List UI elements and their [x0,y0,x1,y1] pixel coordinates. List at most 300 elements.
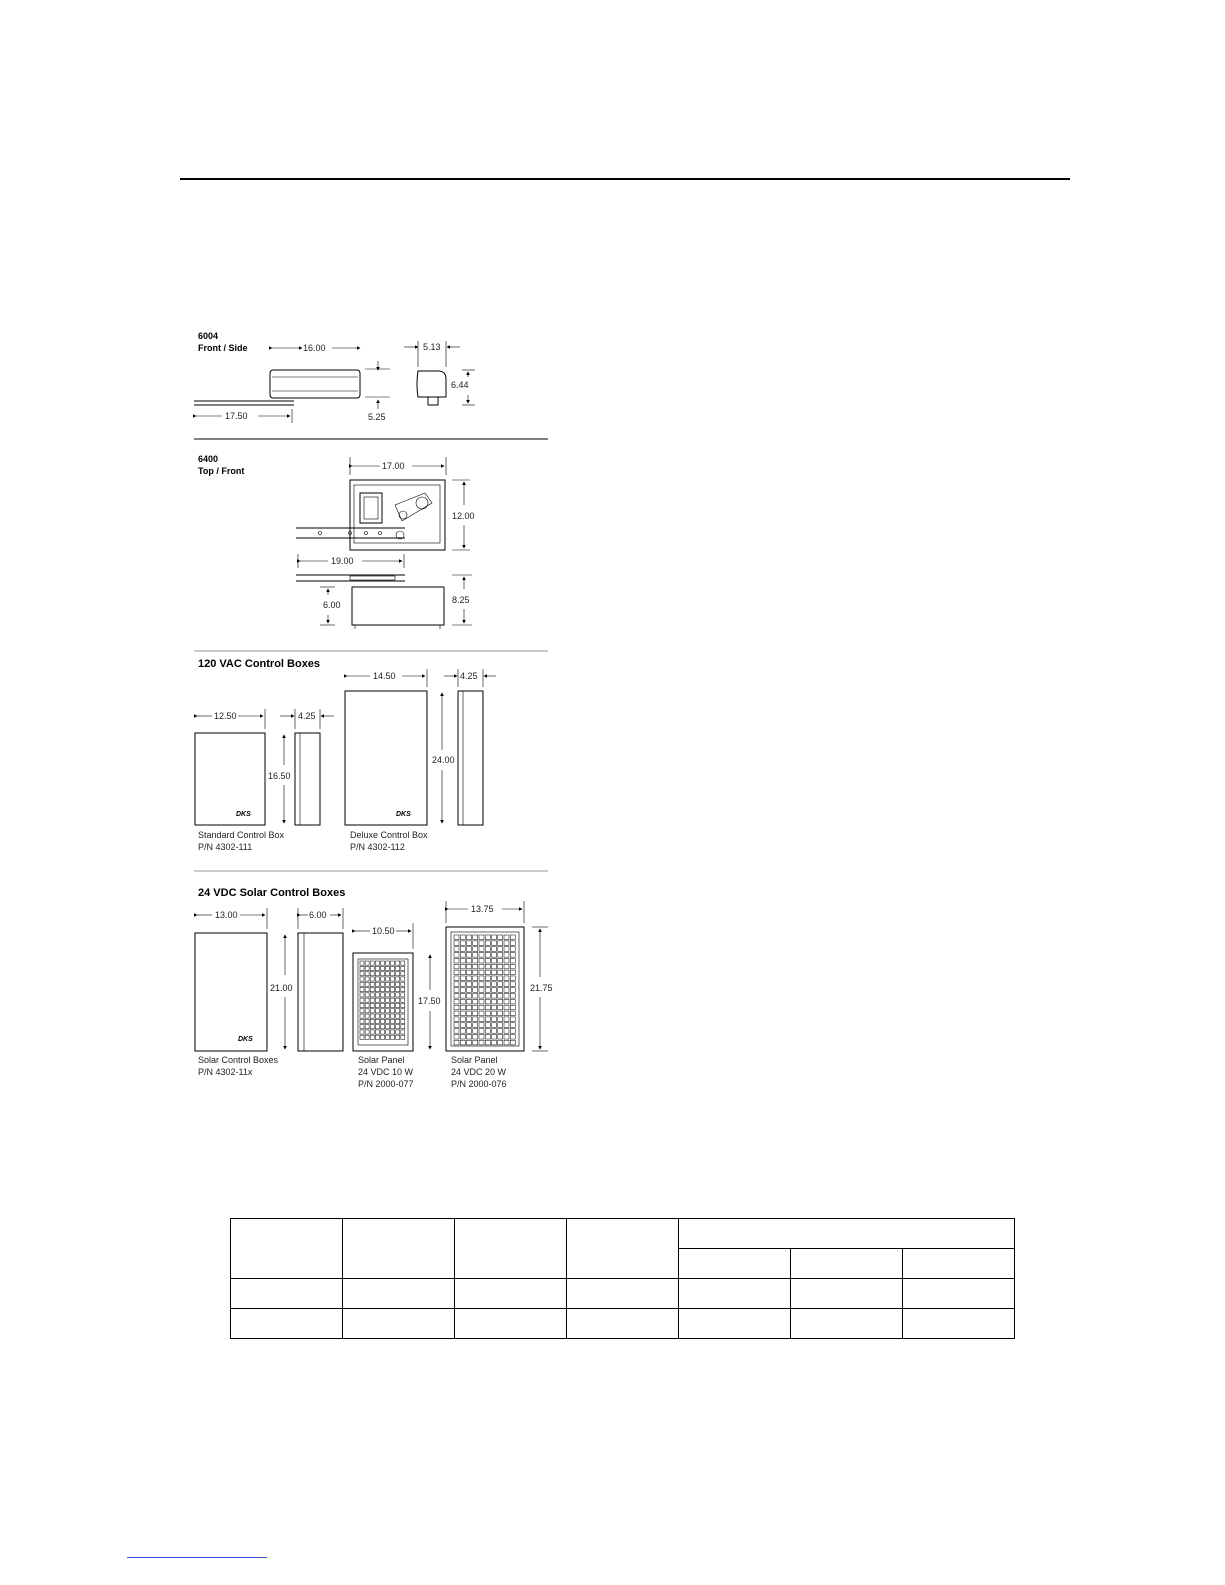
solar-cell [467,1011,472,1016]
dim-dlx-height: 24.00 [432,755,455,765]
panel1-caption-1: Solar Panel [358,1055,405,1065]
solar-cell [370,1035,374,1039]
solar-cell [365,1009,369,1013]
solar-cell [467,935,472,940]
solar-cell [485,1040,490,1045]
solar-cell [365,1030,369,1034]
dimension-drawings [190,325,560,1105]
solar-cell [467,953,472,958]
solar-cell [386,961,390,965]
solar-cell [380,1019,384,1023]
std-caption-1: Standard Control Box [198,830,285,840]
solar-cell [479,1017,484,1022]
solar-cell [479,935,484,940]
dim-solar-box-depth: 6.00 [309,910,327,920]
solar-cell [401,993,405,997]
solar-cell [386,988,390,992]
solar-cell [360,977,364,981]
dim-6400-width: 17.00 [382,461,405,471]
solar-cell [391,977,395,981]
solar-cell [454,1017,459,1022]
solar-cell [485,976,490,981]
solar-cell [391,982,395,986]
table-cell [455,1219,567,1279]
solar-cell [504,941,509,946]
solar-cell [460,976,465,981]
table-cell [455,1309,567,1339]
solar-cell [504,947,509,952]
solar-cell [454,994,459,999]
dks-logo: DKS [238,1036,253,1043]
solar-cell [391,972,395,976]
solar-cell [370,1019,374,1023]
solar-cell [454,976,459,981]
solar-cell [479,1040,484,1045]
solar-cell [504,988,509,993]
solar-cell [370,993,374,997]
solar-cell [467,1029,472,1034]
solar-cell [467,988,472,993]
table-cell [903,1249,1015,1279]
solar-cell [479,947,484,952]
solar-cell [473,1005,478,1010]
solar-cell [370,1009,374,1013]
solar-cell [485,1023,490,1028]
solar-cell [360,1035,364,1039]
solar-cell [504,958,509,963]
solar-cell [492,1034,497,1039]
solar-cell [396,982,400,986]
spec-table [230,1218,1015,1339]
solar-cell [473,1011,478,1016]
solar-cell [454,964,459,969]
solar-cell [375,1019,379,1023]
solar-cell [492,1011,497,1016]
solar-cell [375,1003,379,1007]
solar-cell [510,1040,515,1045]
solar-cell [485,1011,490,1016]
solar-cell [498,935,503,940]
solar-cell [492,1005,497,1010]
dim-6400-low: 6.00 [323,600,341,610]
solar-cell [498,988,503,993]
solar-cell [460,1017,465,1022]
solar-cell [498,941,503,946]
solar-cell [498,1005,503,1010]
dim-dlx-width: 14.50 [373,671,396,681]
solar-cell [498,1034,503,1039]
solar-cell [386,1030,390,1034]
standard-control-box-front [195,733,265,825]
deluxe-control-box-front [345,691,427,825]
dim-panel1-width: 10.50 [372,926,395,936]
solar-cell [370,966,374,970]
solar-cell [365,1035,369,1039]
solar-cell [510,1034,515,1039]
panel2-caption-2: 24 VDC 20 W [451,1067,507,1077]
solar-cell [479,982,484,987]
solar-cell [380,977,384,981]
solar-cell [467,982,472,987]
solar-cell [467,1023,472,1028]
solar-cell [401,1003,405,1007]
solar-cell [460,947,465,952]
solar-cell [460,1040,465,1045]
solar-cell [375,993,379,997]
solar-cell [386,1009,390,1013]
solar-cell [479,1034,484,1039]
panel2-caption-3: P/N 2000-076 [451,1079,507,1089]
table-cell [791,1249,903,1279]
table-cell [567,1309,679,1339]
solar-cell [460,964,465,969]
solar-cell [479,941,484,946]
solar-cell [401,972,405,976]
solar-cell [370,1003,374,1007]
solar-cell [467,958,472,963]
solar-cell [454,1040,459,1045]
solar-cell [467,999,472,1004]
model-6004-label: 6004 [198,331,219,341]
solar-cell [370,961,374,965]
dim-6004-height: 5.25 [368,412,386,422]
solar-cell [504,1040,509,1045]
table-cell [903,1279,1015,1309]
table-cell [231,1309,343,1339]
solar-cell [473,953,478,958]
solar-cell [460,935,465,940]
solar-cell [467,994,472,999]
solar-cell [460,994,465,999]
solar-panel-10w [353,953,413,1051]
solar-cell [492,999,497,1004]
solar-cell [467,1040,472,1045]
solar-cell [454,1005,459,1010]
dim-6400-height: 12.00 [452,511,475,521]
table-group-header [679,1219,1015,1249]
solar-cell [380,1014,384,1018]
solar-cell [454,953,459,958]
model-6400-label: 6400 [198,454,219,464]
solar-cell [485,953,490,958]
solar-cell [396,993,400,997]
solar-cell [396,972,400,976]
solar-cell [401,1014,405,1018]
solar-cell [454,941,459,946]
solar-cell [467,1017,472,1022]
solar-cell [467,947,472,952]
solar-cell [504,1017,509,1022]
solar-cell [473,999,478,1004]
table-cell [231,1219,343,1279]
solar-cell [380,1003,384,1007]
solar-cell [473,988,478,993]
solar-cell [396,998,400,1002]
solar-cell [460,953,465,958]
table-row [231,1219,1015,1249]
panel2-caption-1: Solar Panel [451,1055,498,1065]
solar-cell [460,1011,465,1016]
solar-cell [396,1009,400,1013]
section-120vac [195,658,496,852]
solar-cell [510,935,515,940]
solar-cell [510,976,515,981]
solar-cell [396,1025,400,1029]
solar-cell [473,976,478,981]
solar-cell [365,998,369,1002]
solar-cell [365,961,369,965]
solar-cell [365,1019,369,1023]
solar-cell [391,1030,395,1034]
solar-cell [485,988,490,993]
solar-cell [401,1019,405,1023]
dim-dlx-depth: 4.25 [460,671,478,681]
solar-cell [467,970,472,975]
solar-cell [479,1029,484,1034]
dim-panel1-height: 17.50 [418,996,441,1006]
deluxe-control-box-side [458,691,483,825]
solar-cell [360,1003,364,1007]
dks-logo: DKS [396,811,411,818]
solar-cell [396,1019,400,1023]
solar-cell [479,964,484,969]
solar-cell [460,941,465,946]
section-6004 [194,331,475,423]
solar-cell [498,953,503,958]
solar-cell [492,935,497,940]
solar-cell [467,976,472,981]
solar-cell [473,1040,478,1045]
solar-cell [485,947,490,952]
solar-cell [460,988,465,993]
solar-cell [401,1009,405,1013]
solar-cell [498,982,503,987]
table-cell [679,1249,791,1279]
solar-cell [504,1023,509,1028]
solar-cell [396,966,400,970]
solar-cell [380,966,384,970]
solar-cell [485,941,490,946]
solar-cell [386,993,390,997]
solar-cell [492,947,497,952]
solar-cell [498,1017,503,1022]
solar-cell [510,1023,515,1028]
solar-cell [460,999,465,1004]
solar-cell [473,994,478,999]
solar-cell [391,961,395,965]
solar-cell [460,1029,465,1034]
table-cell [455,1279,567,1309]
solar-cell [360,972,364,976]
solar-cell [473,958,478,963]
motor-block [360,493,382,523]
view-front-side-label: Front / Side [198,343,248,353]
solar-cell [492,1040,497,1045]
solar-cell [510,1029,515,1034]
footnote-rule [127,1557,267,1558]
solar-cell [479,953,484,958]
solar-cell [370,1014,374,1018]
solar-cell [485,964,490,969]
solar-cell [391,993,395,997]
solar-cell [492,958,497,963]
solar-cell [473,947,478,952]
solar-cell [473,1034,478,1039]
solar-cell [479,958,484,963]
solar-cell [467,964,472,969]
solar-cell [386,1025,390,1029]
dim-6004-side-width: 5.13 [423,342,441,352]
solar-cell [365,993,369,997]
solar-cell [386,998,390,1002]
solar-box-caption-2: P/N 4302-11x [198,1067,253,1077]
solar-cell [510,982,515,987]
solar-cell [498,1023,503,1028]
dim-6400-front-height: 8.25 [452,595,470,605]
solar-cell [492,953,497,958]
solar-cell [401,1030,405,1034]
solar-cell [498,1011,503,1016]
solar-cell [504,964,509,969]
dlx-caption-2: P/N 4302-112 [350,842,405,852]
solar-cell [386,982,390,986]
solar-cell [375,1030,379,1034]
solar-cell [460,982,465,987]
solar-cell [375,966,379,970]
solar-cells-20w [454,935,515,1045]
solar-cell [370,1030,374,1034]
solar-cell [492,982,497,987]
solar-cell [467,1005,472,1010]
table-cell [231,1279,343,1309]
vac-title: 120 VAC Control Boxes [198,658,321,670]
solar-cell [370,977,374,981]
operator-6400-front [352,587,444,625]
solar-cell [510,970,515,975]
table-row [231,1279,1015,1309]
dim-6400-arm: 19.00 [331,556,354,566]
solar-cell [401,1035,405,1039]
solar-cell [460,958,465,963]
solar-cell [375,972,379,976]
panel1-caption-3: P/N 2000-077 [358,1079,414,1089]
solar-cell [360,961,364,965]
solar-cell [460,970,465,975]
solar-cell [401,977,405,981]
solar-cell [473,970,478,975]
table-cell [679,1279,791,1309]
solar-cell [454,988,459,993]
dim-std-height: 16.50 [268,771,291,781]
solar-cell [498,999,503,1004]
solar-cell [386,1003,390,1007]
solar-cell [396,1014,400,1018]
solar-cell [380,972,384,976]
section-6400 [198,454,475,629]
solar-cell [473,964,478,969]
solar-cell [375,998,379,1002]
solar-cell [510,1005,515,1010]
solar-cell [510,988,515,993]
solar-cell [360,1009,364,1013]
solar-cell [380,961,384,965]
solar-cell [473,941,478,946]
solar-cell [454,1023,459,1028]
dlx-caption-1: Deluxe Control Box [350,830,428,840]
solar-cell [380,1030,384,1034]
solar-cell [360,982,364,986]
solar-control-box-side [298,933,343,1051]
table-cell [567,1219,679,1279]
solar-cell [386,977,390,981]
solar-cell [485,1029,490,1034]
solar-cell [360,1019,364,1023]
solar-cell [485,982,490,987]
solar-cell [460,1034,465,1039]
solar-cell [454,1034,459,1039]
solar-cell [396,977,400,981]
solar-cell [485,1017,490,1022]
solar-cell [492,1029,497,1034]
solar-cell [360,998,364,1002]
solar-cell [380,982,384,986]
solar-cell [504,1011,509,1016]
solar-cell [504,976,509,981]
solar-cell [492,1017,497,1022]
dim-6004-side-height: 6.44 [451,380,469,390]
solar-cell [365,1003,369,1007]
solar-cell [467,1034,472,1039]
dks-logo: DKS [236,811,251,818]
solar-cell [485,1005,490,1010]
table-cell [903,1309,1015,1339]
solar-cell [510,999,515,1004]
solar-cell [365,1025,369,1029]
solar-cell [510,953,515,958]
solar-cell [498,958,503,963]
solar-cell [375,961,379,965]
solar-cell [401,966,405,970]
solar-cell [454,958,459,963]
solar-cell [386,1019,390,1023]
solar-cell [365,988,369,992]
solar-cell [375,977,379,981]
dim-solar-box-height: 21.00 [270,983,293,993]
solar-cell [454,1011,459,1016]
solar-cell [370,982,374,986]
solar-title: 24 VDC Solar Control Boxes [198,887,346,899]
solar-cell [498,994,503,999]
solar-cell [375,1009,379,1013]
table-cell [567,1279,679,1309]
table-cell [343,1309,455,1339]
solar-cell [396,1030,400,1034]
view-top-front-label: Top / Front [198,466,245,476]
solar-cell [360,988,364,992]
solar-cell [504,999,509,1004]
solar-cell [460,1023,465,1028]
std-caption-2: P/N 4302-111 [198,842,253,852]
solar-cell [360,1025,364,1029]
solar-cell [375,988,379,992]
solar-cell [386,966,390,970]
dim-std-width: 12.50 [214,711,237,721]
solar-cell [473,1029,478,1034]
solar-cell [492,976,497,981]
solar-cell [479,976,484,981]
solar-cell [504,953,509,958]
solar-cell [498,976,503,981]
